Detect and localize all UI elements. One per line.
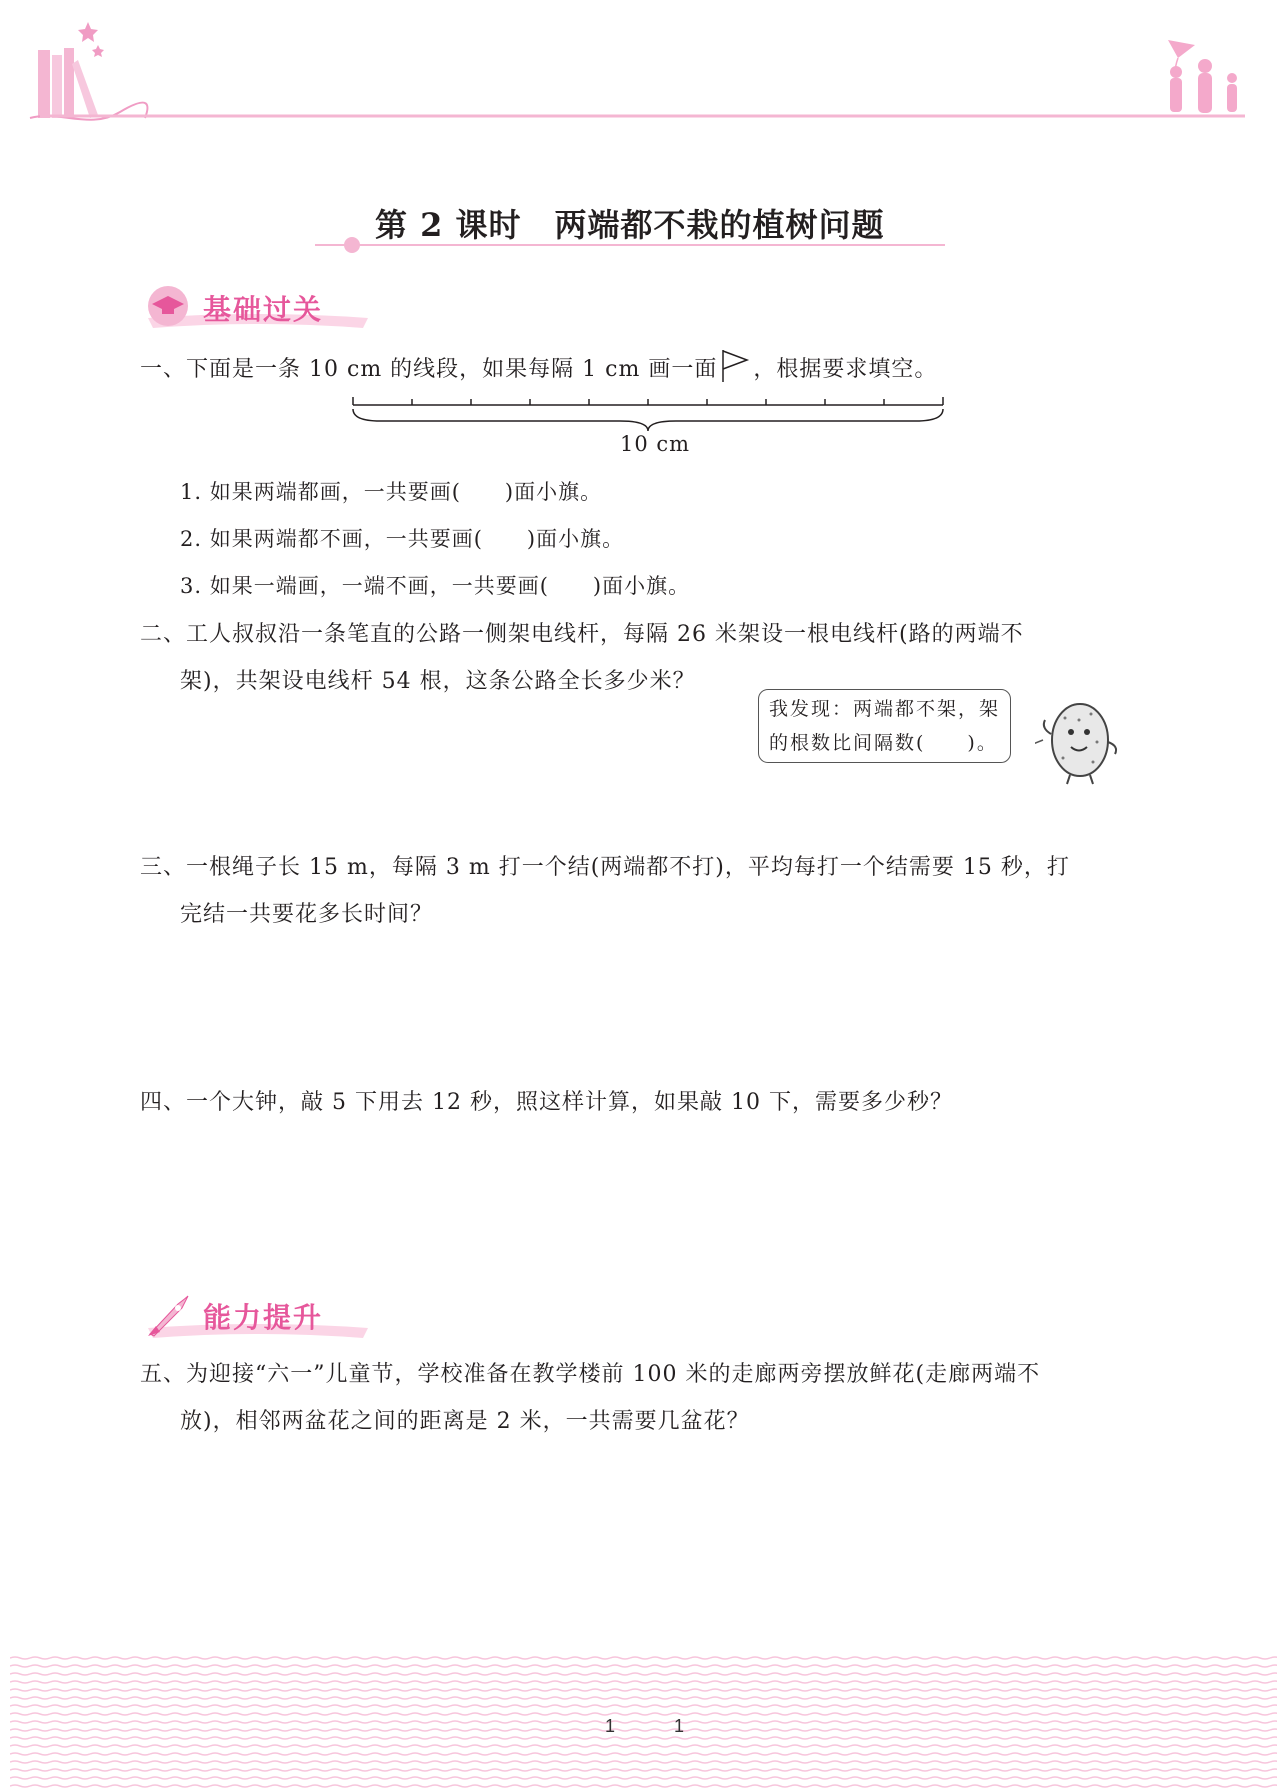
question-text: 一根绳子长 15 m，每隔 3 m 打一个结(两端都不打)，平均每打一个结需要 15 秒，打 — [186, 855, 1070, 880]
question-text: 工人叔叔沿一条笔直的公路一侧架电线杆，每隔 26 米架设一根电线杆(路的两端不 — [186, 622, 1024, 647]
family-kite-icon — [1168, 40, 1237, 113]
title-underline — [310, 235, 950, 255]
question-text: 为迎接“六一”儿童节，学校准备在教学楼前 100 米的走廊两旁摆放鲜花(走廊两端不 — [186, 1362, 1041, 1387]
sub-question-3: 3. 如果一端画，一端不画，一共要画( )面小旗。 — [180, 574, 691, 598]
question-2 — [140, 617, 1024, 648]
question-number: 一、 — [140, 357, 187, 382]
question-number: 三、 — [140, 855, 187, 880]
section-title-basic: 基础过关 — [203, 293, 324, 326]
sub-question-2: 2. 如果两端都不画，一共要画( )面小旗。 — [180, 527, 625, 551]
flag-icon — [719, 348, 751, 384]
page-number-right: 1 — [674, 1716, 685, 1736]
question-3-line2: 完结一共要花多长时间？ — [180, 902, 434, 927]
question-2-line2: 架)，共架设电线杆 54 根，这条公路全长多少米？ — [180, 669, 696, 694]
page-number-left: 1 — [605, 1716, 616, 1736]
hint-line-1: 我发现：两端都不架，架 — [769, 698, 1001, 720]
question-number: 五、 — [140, 1362, 187, 1387]
section-title-advanced: 能力提升 — [203, 1301, 324, 1334]
question-number: 二、 — [140, 622, 187, 647]
brace — [353, 409, 943, 431]
question-5 — [140, 1357, 1040, 1388]
potato-mascot-icon — [1035, 692, 1125, 792]
question-text: 一个大钟，敲 5 下用去 12 秒，照这样计算，如果敲 10 下，需要多少秒？ — [186, 1090, 953, 1115]
question-4 — [140, 1085, 953, 1116]
page-title: 第 2 课时 两端都不栽的植树问题 — [375, 206, 885, 244]
footer-decoration — [10, 1654, 1277, 1789]
hint-line-2: 的根数比间隔数( )。 — [769, 732, 998, 754]
ruler-label: 10 cm — [620, 432, 691, 456]
question-text: 下面是一条 10 cm 的线段，如果每隔 1 cm 画一面 — [186, 357, 718, 382]
graduation-cap-icon — [148, 286, 188, 326]
books-icon — [38, 48, 98, 118]
hint-box — [758, 689, 1011, 763]
question-number: 四、 — [140, 1090, 187, 1115]
question-1 — [140, 348, 937, 384]
question-3 — [140, 850, 1070, 881]
question-text-tail: ，根据要求填空。 — [753, 357, 938, 382]
header-decoration — [0, 0, 1287, 140]
question-5-line2: 放)，相邻两盆花之间的距离是 2 米，一共需要几盆花？ — [180, 1409, 750, 1434]
sub-question-1: 1. 如果两端都画，一共要画( )面小旗。 — [180, 480, 603, 504]
star-icon — [78, 22, 104, 57]
